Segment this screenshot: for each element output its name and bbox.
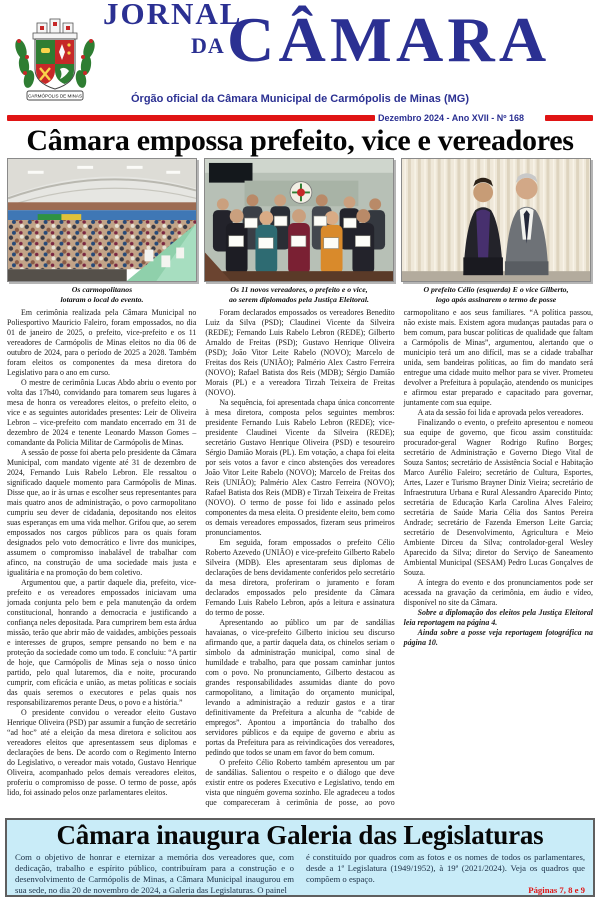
masthead xyxy=(0,0,600,110)
bottom-columns xyxy=(15,852,585,896)
photo-caption xyxy=(204,285,394,304)
article-paragraph: A sessão de posse foi aberta pelo presidente da Câmara Municipal, com mandato vigente até 31 de dezembro de 2024, Fernando Luis Rabelo Lebron. Ele ressaltou o significado daquele momento para Carmópolis de Minas. Disse que, ao ir às urnas e escolher seus representantes para mais quatro anos de administração, o povo carmopolitano cumpriu seu dever de cidadania, depositando nos eleitos suas esperanças em uma vida melhor. Grifou que, ao serem empossados nos cargos públicos para os quais foram designados pelo voto democrático e livre dos municipes, assumem o compromisso inabalável de trabalhar com afinco, na construção de uma sociedade mais justa e igualitária e na promoção do bem coletivo. xyxy=(7,448,197,578)
bottom-col-right-text: é constituído por quadros com as fotos e os nomes de todos os parlamentares, desde a 1ª Legislatura (1949/1952), à 19ª (2021/2024). Veja os quadros que compõem o espaço. xyxy=(306,852,585,884)
caption-line: Os carmopolitanos xyxy=(71,285,133,294)
bottom-headline: Câmara inaugura Galeria das Legislaturas xyxy=(56,820,544,850)
caption-line: Os 11 novos vereadores, o prefeito e o vice, xyxy=(230,285,368,294)
article-paragraph: Em cerimônia realizada pela Câmara Municipal no Poliesportivo Mauricio Faleiro, foram empossados, no dia 01 de janeiro de 2025, o prefeito, vice-prefeito e os 11 vereadores de Carmópolis de Minas eleitos no dia 06 de outubro de 2024, para o período de 2025 a 2028. Também foram eleitos os componentes da mesa diretora do Legislativo para o ano em curso. xyxy=(7,308,197,378)
article-paragraph: Finalizando o evento, o prefeito apresentou e nomeou sua equipe de governo, que ficou assim constituída: procurador-geral Wagner Rodrigo Rufino Borges; secretário de Administração e Governo Diego Vital de Souza Santos; secretário de Assistência Social e Habitação Marco Aurélio Faleiro; secretário de Cultura, Esportes, Artes, Lazer e Turismo Brayner Diniz Vieira; secretário de Infraestrutura Urbana e Rural Alessandro Aparecido Pinto; secretária de Educação Karla Carolina Alves Faleiro; secretária de Saúde Maria Célia dos Santos Pereira Andrade; secretário de Fazenda Emerson Leite Garcia; secretário de Desenvolvimento, Agricultura e Meio Ambiente Dirceu da Silva; controlador-geral Wesley Aparecido da Silva; diretor do Serviço de Saneamento Ambiental Municipal (SESAM) Pedro Lucas Gonçalves de Souza. xyxy=(403,418,593,578)
caption-line: ao serem diplomados pela Justiça Eleitoral. xyxy=(229,294,369,304)
red-rule-right xyxy=(545,115,593,121)
caption-line: logo após assinarem o termo de posse xyxy=(435,294,557,304)
article-paragraph: Ainda sobre a posse veja reportagem fotográfica na página 10. xyxy=(403,628,593,648)
issue-bar xyxy=(0,112,600,124)
photo-new-councilors-diplomas xyxy=(204,158,394,282)
article-paragraph: Argumentou que, a partir daquele dia, prefeito, vice-prefeito e os vereadores empossados iniciavam uma jornada conjunta pelo bem e pela manutenção da ordem constitucional, honrando a democracia e justificando a confiança neles depositada. Para cumprirem bem esta árdua missão, terão que abrir mão de vaidades, ambições pessoais e interesses de grupos, sempre pensando no bem e na proteção da sociedade como um todo. E concluiu: “A partir de hoje, que Carmópolis de Minas seja o nosso único partido, pelo qual lutaremos, dia e noite, procurando cumprir, com eficácia e união, as metas políticas e sociais das quais seremos o executores e pelas quais nos responsabilizaremos perante Deus, o povo e a história.” xyxy=(7,578,197,708)
masthead-title-jornal: JORNAL xyxy=(103,0,243,31)
pages-reference: Páginas 7, 8 e 9 xyxy=(528,884,585,895)
issue-info: Dezembro 2024 - Ano XVII - Nº 168 xyxy=(378,113,524,123)
article-paragraph: Na sequência, foi apresentada chapa única concorrente à mesa diretora, composta pelos seguintes membros: presidente Fernando Luis Rabelo Lebron (REDE); vice-presidente Claudinei Vicente da Silveira (REDE); secretário Gustavo Henrique Oliveira (PSD) e tesoureiro Sérgio Damião Morais (PL). Em votação, a chapa foi eleita por seis votos a favor e cinco abstenções dos vereadores João Vitor Leite Rabelo (NOVO); Marcelo de Freitas dos Reis (UNIÃO); Palmério Alex Castro Ferreira (NOVO); Rafael Batista dos Reis (MDB) e Tirzah Teixeira de Freitas (NOVO). O termo de posse foi lido e assinado pelos componentes da mesa eleita. O presidente eleito, bem como os demais vereadores empossados, fizeram seus primeiros pronunciamentos. xyxy=(205,398,395,538)
caption-line: lotaram o local do evento. xyxy=(60,294,144,304)
article-paragraph: O mestre de cerimônia Lucas Abdo abriu o evento por volta das 17h40, convidando para tomarem seus lugares à mesa de honra os vereadores eleitos, o prefeito eleito, o vice e as seguintes autoridades presentes: Leir de Oliveira Lebron – vice-prefeito com mandato encerrado em 31 de dezembro de 2024 e tenente Leonardo Masson Gomes – comandante da Policia Militar de Carmópolis de Minas. xyxy=(7,378,197,448)
article-paragraph: Apresentando ao público um par de sandálias havaianas, o vice-prefeito Gilberto iniciou seu discurso afirmando que, a partir daquela data, os chinelos seriam o símbolo da administração municipal, como sinal de humildade e trabalho, para que possam caminhar juntos com o povo. No pronunciamento, Gilberto destacou as grandes responsabilidades assumidas diante do povo carmopolitano, a limitação do orçamento municipal, levando a administração a reduzir gastos e a tirar definitivamente da Prefeitura a alcunha de “cabide de empregos”. Apontou a importância do trabalho dos servidores públicos e da equipe de governo e abriu as portas da Prefeitura para as reivindicações dos vereadores, pedindo que todos se unam em favor do bem comum. xyxy=(205,618,395,758)
article-paragraph: O prefeito Célio Roberto também apresentou um par de sandálias. Salientou o respeito e o diálogo que deve existir entre os poderes Executivo e Legislativo, tendo em vista que ninguém governa sozinho. Ele agradeceu a todos que compareceram à cerimônia de posse, ao povo carmopolitano e aos seus familiares. “A política passou, não existe mais. Existem agora mudanças pautadas para o bem comum, para buscar políticas de qualidade que faltam a Carmópolis de Minas”, argumentou, alertando que o municipio terá um ano difícil, mas se a cidade trabalhar unida, sem bandeiras políticas, ao fim do mandato será entregue uma cidade muito melhor para se viver. Prometeu devolver a Prefeitura à população, atendendo os municipes e afirmou estar preparado e capacitado para governar, juntamente com sua equipe. xyxy=(205,308,593,808)
photo-row xyxy=(0,156,600,282)
article-paragraph: O presidente convidou o vereador eleito Gustavo Henrique Oliveira (PSD) par assumir a função de secretário “ad hoc” até a eleição da mesa diretora e solicitou aos vereadores eleitos que apresentassem seus diplomas e declarações de bens. De acordo com o Regimento Interno do Legislativo, o vereador mais votado, Gustavo Henrique Oliveira, acompanhado pelos demais vereadores eleitos, proferiu o compromisso de posse. O termo de posse, após lido, foi assinado pelos onze parlamentares eleitos. xyxy=(7,708,197,798)
article-paragraph: A íntegra do evento e dos pronunciamentos pode ser acessada na gravação da cerimônia, em áudio e vídeo, disponível no site da Câmara. xyxy=(403,578,593,608)
bottom-article xyxy=(5,818,595,897)
bottom-col-left: Com o objetivo de honrar e eternizar a memória dos vereadores que, com dedicação, trabalho e espírito público, contribuíram para a construção e o desenvolvimento de Carmópolis de Minas, a Câmara Municipal inaugurou em sua sede, no dia 20 de novembro de 2024, a Galeria das Legislaturas. O painel xyxy=(15,852,294,895)
article-paragraph: A ata da sessão foi lida e aprovada pelos vereadores. xyxy=(417,408,584,418)
caption-row xyxy=(0,282,600,304)
masthead-title-da: DA xyxy=(191,33,225,58)
masthead-title-camara: CÂMARA xyxy=(227,5,551,75)
masthead-subtitle: Órgão oficial da Câmara Municipal de Carmópolis de Minas (MG) xyxy=(130,93,469,105)
bottom-col-right xyxy=(306,852,585,896)
article-paragraph: Foram declarados empossados os vereadores Benedito Luiz da Silva (PSD); Claudinei Vicente da Silveira (REDE); Fernando Luis Rabelo Lebron (REDE); Gilberto Arnaldo de Freitas (PSD); Gustavo Henrique Oliveira (PSD); João Vitor Leite Rabelo (NOVO); Marcelo de Freitas dos Reis (UNIÃO); Palmério Alex Castro Ferreira (NOVO); Rafael Batista dos Reis (MDB); Sérgio Damião Morais (PL) e a vereadora Tirzah Teixeira de Freitas (NOVO). xyxy=(205,308,395,398)
photo-caption xyxy=(401,285,591,304)
article-paragraph: Em seguida, foram empossados o prefeito Célio Roberto Azevedo (UNIÃO) e vice-prefeito Gilberto Rabelo Silveira (MDB). Eles apresentaram seus diplomas de declarações de bens devidamente conferidos pelo secretário da mesa diretora, proferiram o juramento e foram declarados empossados pelo presidente da Câmara Fernando Luis Rabelo Lebron, após a leitura e assinatura do termo de posse. xyxy=(205,538,395,618)
photo-mayor-and-vice xyxy=(401,158,591,282)
article-paragraph: Sobre a diplomação dos eleitos pela Justiça Eleitoral leia reportagem na página 4. xyxy=(403,608,593,628)
red-rule-left xyxy=(7,115,375,121)
photo-crowd-gym xyxy=(7,158,197,282)
photo-caption xyxy=(7,285,197,304)
article-text xyxy=(0,308,600,814)
main-headline: Câmara empossa prefeito, vice e vereadores xyxy=(26,124,574,157)
caption-line: O prefeito Célio (esquerda) E o vice Gilberto, xyxy=(423,285,569,294)
logo-banner-text: CARMÓPOLIS DE MINAS xyxy=(27,93,83,99)
